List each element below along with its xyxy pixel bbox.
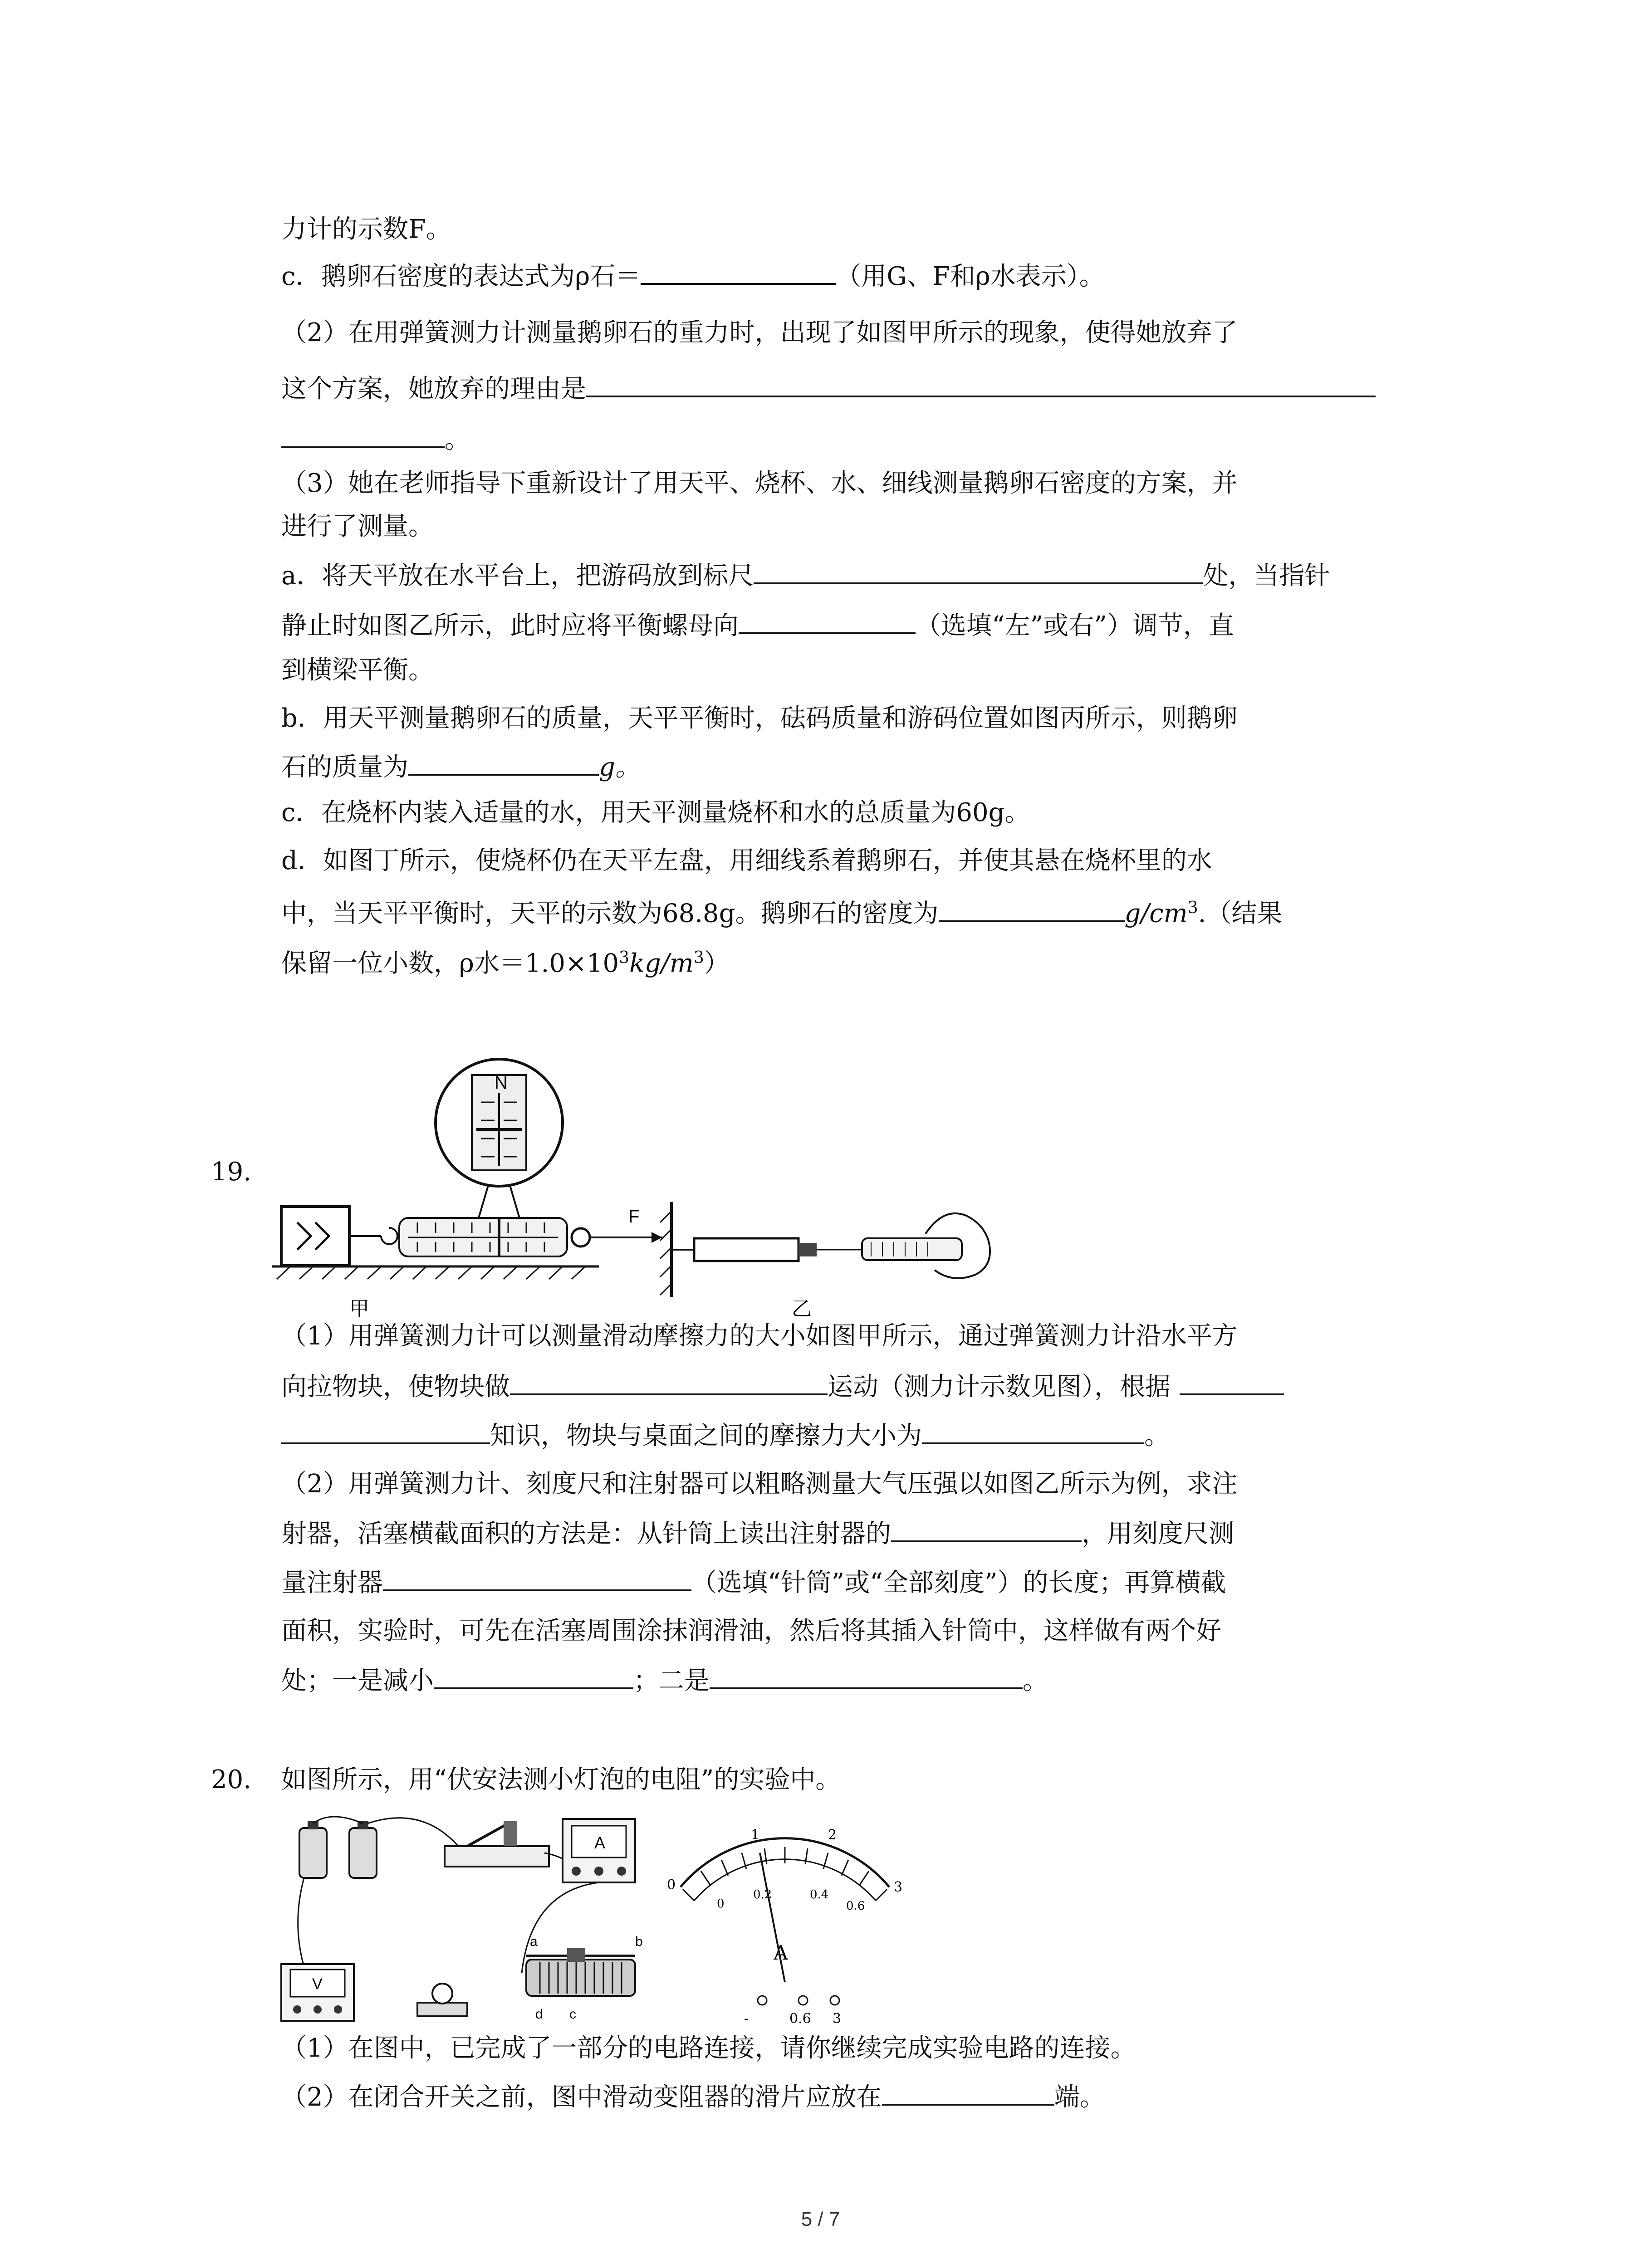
answer-blank-density[interactable] (939, 897, 1125, 922)
answer-blank-scale-position[interactable] (754, 559, 1203, 584)
svg-text:A: A (594, 1833, 606, 1852)
svg-text:1: 1 (751, 1827, 760, 1843)
q18-line-5: 。 (281, 423, 470, 456)
q18-line-3: （2）在用弹簧测力计测量鹅卵石的重力时，出现了如图甲所示的现象，使得她放弃了 (281, 318, 1238, 347)
rheostat (526, 1960, 635, 1996)
q20-line-1: 如图所示，用“伏安法测小灯泡的电阻”的实验中。 (281, 1765, 841, 1794)
rheostat-slider (567, 1948, 585, 1962)
svg-text:c: c (569, 2007, 576, 2022)
q19-number: 19. (211, 1157, 252, 1187)
answer-blank-principle-cont[interactable] (281, 1419, 490, 1444)
answer-blank-volume[interactable] (891, 1517, 1082, 1542)
answer-blank-reason[interactable] (586, 372, 1376, 397)
q19-line-8: 处；一是减小 ；二是 。 (281, 1664, 1048, 1697)
battery-1 (299, 1828, 327, 1878)
svg-text:0.4: 0.4 (810, 1888, 829, 1901)
q20-circuit-figure (272, 1810, 926, 2028)
svg-text:V: V (312, 1975, 323, 1993)
svg-text:0.6: 0.6 (789, 2011, 811, 2027)
q20-line-3: （2）在闭合开关之前，图中滑动变阻器的滑片应放在 端。 (281, 2080, 1105, 2114)
svg-text:-: - (744, 2011, 749, 2027)
svg-text:b: b (635, 1934, 643, 1949)
answer-blank-length-part[interactable] (383, 1566, 691, 1591)
q19-line-4: （2）用弹簧测力计、刻度尺和注射器可以粗略测量大气压强以如图乙所示为例，求注 (281, 1469, 1238, 1499)
q18-line-14: d．如图丁所示，使烧杯仍在天平左盘，用细线系着鹅卵石，并使其悬在烧杯里的水 (281, 846, 1212, 875)
bulb (432, 1984, 452, 2004)
svg-text:d: d (535, 2007, 543, 2022)
answer-blank-principle[interactable] (1180, 1370, 1284, 1395)
svg-text:3: 3 (833, 2011, 842, 2027)
answer-blank-density-expression[interactable] (641, 259, 836, 285)
svg-text:0: 0 (717, 1897, 725, 1911)
q18-line-12: 石的质量为 g。 (281, 750, 641, 784)
syringe-barrel (694, 1238, 798, 1261)
svg-text:F: F (628, 1207, 640, 1227)
q18-line-9: 静止时如图乙所示，此时应将平衡螺母向 （选填“左”或右”）调节，直 (281, 609, 1234, 642)
q19-line-7: 面积，实验时，可先在活塞周围涂抹润滑油，然后将其插入针筒中，这样做有两个好 (281, 1616, 1221, 1646)
q19-line-5: 射器，活塞横截面积的方法是：从针筒上读出注射器的 ，用刻度尺测 (281, 1517, 1234, 1550)
q18-line-15: 中，当天平平衡时，天平的示数为68.8g。鹅卵石的密度为 $g/cm^3$.（结果 (281, 892, 1282, 930)
q18-line-4: 这个方案，她放弃的理由是 (281, 372, 1376, 406)
answer-blank-benefit-2[interactable] (710, 1664, 1023, 1689)
q19-line-2: 向拉物块，使物块做 运动（测力计示数见图），根据 (281, 1370, 1284, 1403)
q18-line-11: b．用天平测量鹅卵石的质量，天平平衡时，砝码质量和游码位置如图丙所示，则鹅卵 (281, 704, 1238, 733)
q20-line-2: （1）在图中，已完成了一部分的电路连接，请你继续完成实验电路的连接。 (281, 2033, 1136, 2063)
svg-text:a: a (530, 1934, 538, 1949)
svg-text:A: A (774, 1941, 788, 1965)
answer-blank-direction[interactable] (739, 609, 916, 634)
q19-line-1: （1）用弹簧测力计可以测量滑动摩擦力的大小如图甲所示，通过弹簧测力计沿水平方 (281, 1321, 1238, 1351)
q18-line-7: 进行了测量。 (281, 512, 434, 541)
q18-line-10: 到横梁平衡。 (281, 655, 434, 685)
answer-blank-reason-cont[interactable] (281, 423, 445, 448)
q18-line-16: 保留一位小数，ρ水$=1.0\times 10^3kg/m^3$） (281, 948, 730, 978)
q19-line-3: 知识，物块与桌面之间的摩擦力大小为 。 (281, 1419, 1170, 1452)
q20-number: 20. (211, 1765, 252, 1794)
page-number: 5 / 7 (801, 2208, 840, 2230)
answer-blank-slider-end[interactable] (882, 2080, 1054, 2106)
answer-blank-friction[interactable] (922, 1419, 1144, 1444)
answer-blank-motion[interactable] (510, 1370, 828, 1395)
answer-blank-benefit-1[interactable] (434, 1664, 633, 1689)
svg-text:N: N (495, 1073, 508, 1093)
svg-text:0: 0 (667, 1877, 676, 1893)
svg-text:0.2: 0.2 (753, 1888, 772, 1901)
answer-blank-mass[interactable] (408, 750, 599, 776)
svg-text:甲: 甲 (349, 1297, 369, 1320)
q19-figure (272, 1043, 1007, 1325)
svg-text:3: 3 (894, 1879, 903, 1895)
bulb-holder (417, 2003, 467, 2016)
svg-text:乙: 乙 (792, 1297, 812, 1320)
battery-2 (349, 1828, 377, 1878)
q18-line-13: c．在烧杯内装入适量的水，用天平测量烧杯和水的总质量为60g。 (281, 798, 1030, 827)
block-shape (281, 1207, 349, 1266)
q18-line-1: 力计的示数F。 (281, 215, 451, 244)
q18-line-6: （3）她在老师指导下重新设计了用天平、烧杯、水、细线测量鹅卵石密度的方案，并 (281, 469, 1238, 498)
q18-line-2: c．鹅卵石密度的表达式为ρ石＝ （用G、F和ρ水表示）。 (281, 259, 1105, 293)
svg-text:2: 2 (828, 1827, 837, 1843)
q18-line-8: a．将天平放在水平台上，把游码放到标尺 处，当指针 (281, 559, 1330, 592)
svg-text:0.6: 0.6 (846, 1899, 865, 1913)
switch (445, 1846, 549, 1867)
q19-line-6: 量注射器 （选填“针筒”或“全部刻度”）的长度；再算横截 (281, 1566, 1226, 1599)
